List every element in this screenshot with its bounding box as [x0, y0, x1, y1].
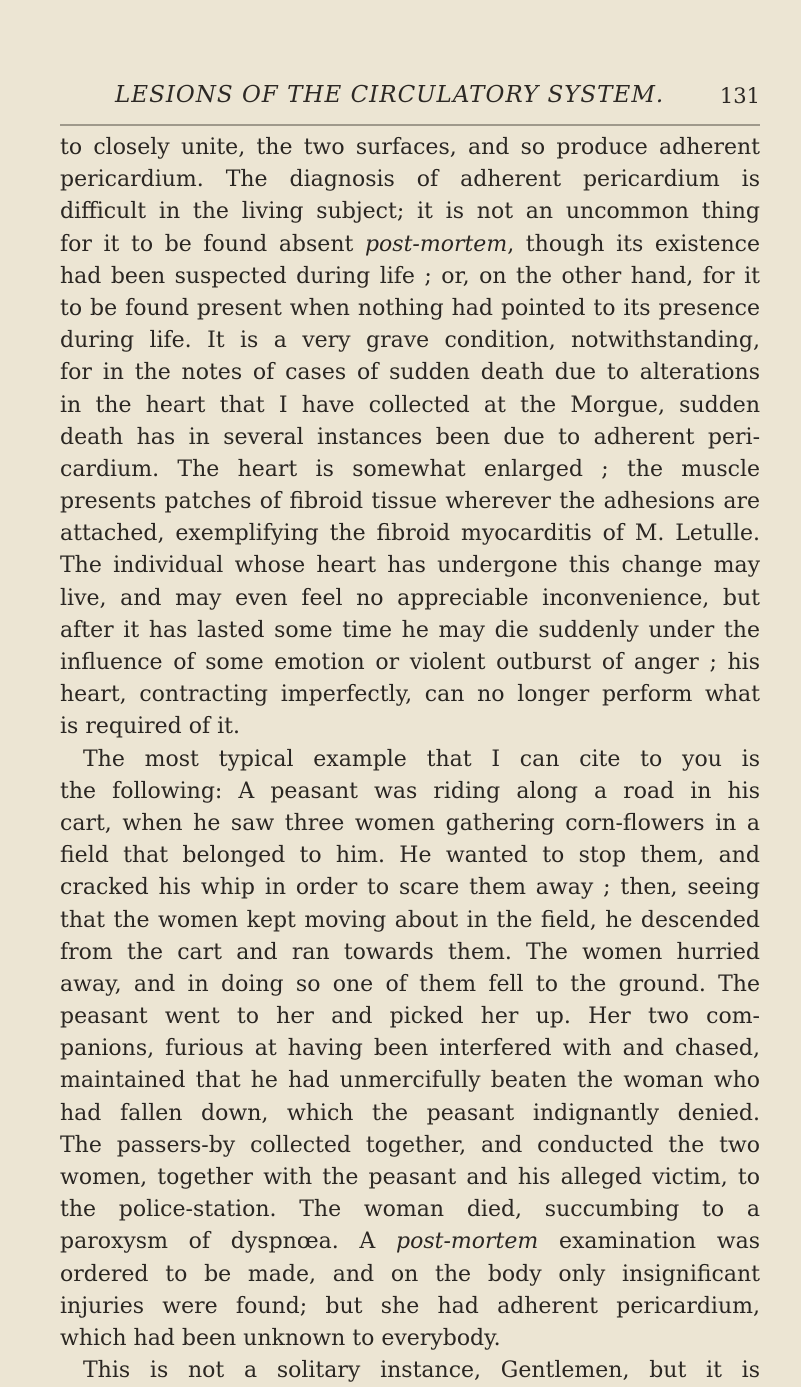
text-line: during life. It is a very grave condition, notwithstanding, [60, 328, 760, 354]
text-line: to be found present when nothing had pointed to its presence [60, 295, 760, 321]
text-line: difficult in the living subject; it is not an uncommon thing [60, 199, 760, 225]
text-line: peasant went to her and picked her up. Her two com- [60, 1004, 760, 1030]
text-line: heart, contracting imperfectly, can no longer perform what [60, 682, 760, 708]
text-line: pericardium. The diagnosis of adherent pericardium is [60, 167, 760, 193]
header-rule [60, 124, 760, 126]
text-line: from the cart and ran towards them. The women hurried [60, 939, 760, 965]
text-line: maintained that he had unmercifully beaten the woman who [60, 1068, 760, 1094]
text-line: field that belonged to him. He wanted to stop them, and [60, 843, 760, 869]
text-line: had fallen down, which the peasant indignantly denied. [60, 1100, 760, 1126]
text-line: the following: A peasant was riding along a road in his [60, 778, 760, 804]
text-line: attached, exemplifying the fibroid myocarditis of M. Letulle. [60, 521, 760, 547]
text-line: is required of it. [60, 714, 241, 740]
text-line: to closely unite, the two surfaces, and so produce adherent [60, 135, 760, 160]
body-text [60, 132, 760, 1387]
text-line: The most typical example that I can cite to you is [83, 746, 760, 772]
text-line: presents patches of fibroid tissue wherever the adhesions are [60, 489, 760, 515]
running-header [60, 82, 760, 118]
text-line: This is not a solitary instance, Gentlemen, but it is [83, 1358, 760, 1384]
text-line: away, and in doing so one of them fell to the ground. The [60, 971, 760, 997]
text-line: cracked his whip in order to scare them away ; then, seeing [60, 875, 760, 901]
text-line: panions, furious at having been interfered with and chased, [60, 1036, 760, 1062]
text-line: influence of some emotion or violent outburst of anger ; his [60, 650, 760, 675]
running-title: LESIONS OF THE CIRCULATORY SYSTEM. [115, 82, 665, 108]
text-line: death has in several instances been due to adherent peri- [60, 424, 760, 450]
text-line: that the women kept moving about in the field, he descended [60, 907, 760, 933]
page-number: 131 [719, 84, 760, 108]
text-line: ordered to be made, and on the body only insignificant [60, 1261, 760, 1287]
text-line: The individual whose heart has undergone this change may [60, 553, 760, 579]
text-line: which had been unknown to everybody. [60, 1325, 501, 1351]
text-line: after it has lasted some time he may die suddenly under the [60, 617, 760, 643]
text-line: for it to be found absent post-mortem, though its existence [60, 231, 760, 257]
text-line: had been suspected during life ; or, on the other hand, for it [60, 263, 760, 289]
text-line: injuries were found; but she had adherent pericardium, [60, 1293, 760, 1319]
text-line: for in the notes of cases of sudden death due to alterations [60, 360, 760, 386]
text-line: paroxysm of dyspnœa. A post-mortem examination was [60, 1229, 760, 1255]
text-line: live, and may even feel no appreciable inconvenience, but [60, 585, 760, 611]
text-line: cardium. The heart is somewhat enlarged ; the muscle [60, 456, 760, 482]
text-line: cart, when he saw three women gathering corn-flowers in a [60, 810, 760, 836]
text-line: the police-station. The woman died, succumbing to a [60, 1197, 760, 1223]
text-line: The passers-by collected together, and conducted the two [60, 1132, 760, 1158]
text-line: women, together with the peasant and his alleged victim, to [60, 1165, 760, 1190]
text-line: in the heart that I have collected at the Morgue, sudden [60, 392, 760, 418]
